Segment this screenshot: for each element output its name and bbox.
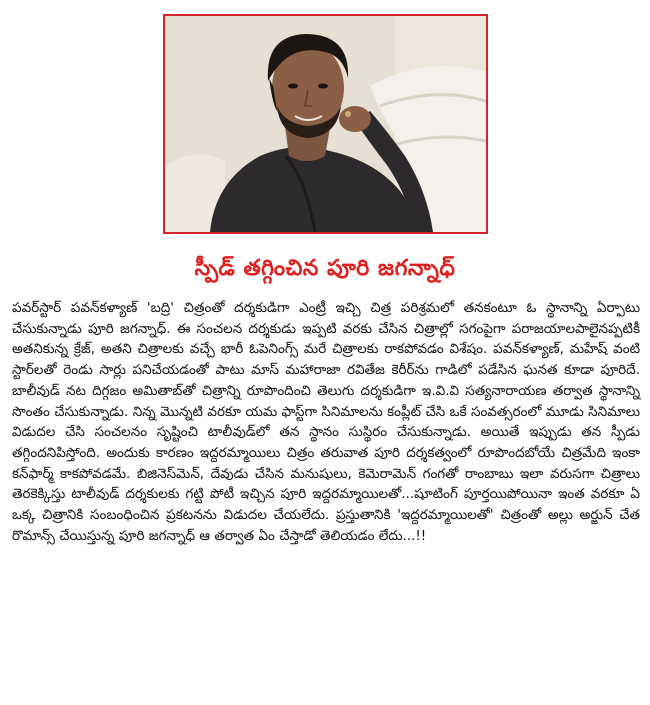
article-body: పవర్‌స్టార్ పవన్‌కళ్యాణ్ 'బద్రి' చిత్రంతో దర్శకుడిగా ఎంట్రీ ఇచ్చి చిత్ర పరిశ్రమలో తనకంటూ ఓ స్థానాన్ని ఏర్పాటు చేసుకున్నాడు పూరి జగన్నాధ్. ఈ సంచలన దర్శకుడు ఇప్పటి వరకు చేసిన చిత్రాల్లో సగంపైగా పరాజయాలపాలైనప్పటికీ అతనికున్న క్రేజ్, అతని చిత్రాలకు వచ్చే భారీ ఓపెనింగ్స్ మరే చిత్రాలకు రాకపోవడం విశేషం. పవన్‌కళ్యాణ్, మహేష్ వంటి స్టార్‌లతో రెండు సార్లు పనిచేయడంతో పాటు మాస్ మహారాజా రవితేజ కెరీర్‌ను గాడిలో పడేసిన ఘనత కూడా పూరిదే. బాలీవుడ్ నట దిగ్గజం అమితాబ్‌తో చిత్రాన్ని రూపొందించి తెలుగు దర్శకుడిగా ఇ.వి.వి సత్యనారాయణ తర్వాత స్థానాన్ని సొంతం చేసుకున్నాడు. నిన్న మొన్నటి వరకూ యమ ఫాస్ట్‌గా సినిమాలను కంప్లీట్ చేసి ఒకే సంవత్సరంలో మూడు సినిమాలు విడుదల చేసి సంచలనం సృష్టించి టాలీవుడ్‌లో తన స్థానం సుస్థిరం చేసుకున్నాడు. అయితే ఇప్పుడు తన స్పీడు తగ్గిందనిపిస్తోంది. అందుకు కారణం ఇద్దరమ్మాయిలు చిత్రం తరువాత పూరి దర్శకత్వంలో రూపొందబోయే చిత్రమేది ఇంకా కన్‌ఫార్మ్ కాకపోవడమే. బిజినెస్‌మెన్, దేవుడు చేసిన మనుషులు, కెమెరామెన్ గంగతో రాంబాబు ఇలా వరుసగా చిత్రాలు తెరకెక్కిస్తు టాలీవుడ్ దర్శకులకు గట్టి పోటీ ఇచ్చిన పూరి ఇద్దరమ్మాయిలతో...షూటింగ్ పూర్తయిపోయినా ఇంత వరకూ ఏ ఒక్క చిత్రానికి సంబంధించిన ప్రకటనను విడుదల చేయలేదు. ప్రస్తుతానికి 'ఇద్దరమ్మాయిలతో' చిత్రంతో అల్లు అర్జున్ చేత రొమాన్స్ చేయిస్తున్న పూరి జగన్నాధ్ ఆ తర్వాత ఏం చేస్తాడో తెలియడం లేదు...!! [12, 300, 640, 544]
article-photo [163, 14, 488, 234]
article-headline: స్పీడ్ తగ్గించిన పూరి జగన్నాధ్ [194, 256, 456, 281]
portrait-photo [165, 16, 486, 232]
